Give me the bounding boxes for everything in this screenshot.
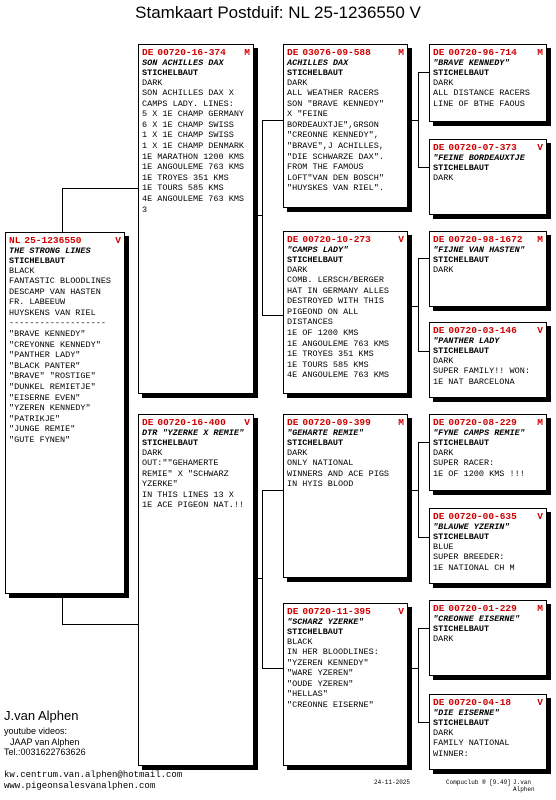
owner-youtube-name: JAAP van Alphen: [10, 737, 80, 747]
pigeon-card-mmf[interactable]: [429, 600, 547, 676]
note-line: REMIE" X "SCHWARZ: [142, 468, 229, 479]
connector-line: [262, 120, 263, 315]
pigeon-name: "FIJNE VAN HASTEN": [433, 245, 525, 255]
connector-line: [254, 578, 263, 579]
note-line: "CREYONNE KENNEDY": [9, 339, 101, 350]
breeder-name: STICHELBAUT: [142, 438, 199, 448]
ring-number: DE 00720-98-1672 M: [433, 234, 543, 245]
note-line: X "FEINE: [287, 109, 328, 120]
connector-line: [418, 442, 429, 443]
note-line: "CREONNE EISERNE": [287, 699, 374, 710]
pigeon-notes: [433, 552, 543, 573]
pigeon-notes: [433, 458, 543, 479]
connector-line: [408, 306, 419, 307]
pigeon-card-mother-mother[interactable]: [283, 603, 408, 766]
ring-number: DE 00720-01-229 M: [433, 603, 543, 614]
note-line: WINNERS AND ACE PIGS: [287, 468, 390, 479]
note-line: 1 X 1E CHAMP DENMARK: [142, 140, 245, 151]
note-line: SON ACHILLES DAX X: [142, 88, 234, 98]
pigeon-color: DARK: [433, 173, 454, 183]
owner-youtube-label: youtube videos:: [4, 726, 68, 736]
note-line: COMB. LERSCH/BERGER: [287, 275, 384, 285]
note-line: WINNER:: [433, 748, 469, 759]
breeder-name: STICHELBAUT: [433, 163, 490, 173]
pigeon-notes: [287, 88, 404, 194]
owner-website[interactable]: www.pigeonsalesvanalphen.com: [4, 781, 156, 791]
connector-line: [408, 668, 419, 669]
pigeon-color: DARK: [433, 448, 454, 458]
pigeon-color: DARK: [287, 265, 308, 275]
note-line: YZERKE": [142, 479, 178, 490]
note-line: SUPER FAMILY!! WON:: [433, 366, 530, 376]
note-line: DISTANCES: [287, 317, 333, 328]
pigeon-name: "BLAUWE YZERIN": [433, 522, 510, 532]
owner-phone: Tel.:0031622763626: [4, 747, 86, 757]
ring-number: DE 03076-09-588 M: [287, 47, 404, 58]
note-line: OUT:""GEHAMERTE: [142, 458, 219, 468]
connector-line: [418, 351, 429, 352]
pigeon-name: THE STRONG LINES: [9, 246, 91, 256]
connector-line: [418, 722, 429, 723]
note-line: PIGEOND ON ALL: [287, 306, 359, 317]
note-line: SON "BRAVE KENNEDY": [287, 98, 384, 109]
note-line: 1E TROYES 351 KMS: [142, 172, 229, 183]
note-line: LOFT"VAN DEN BOSCH": [287, 172, 384, 183]
connector-line: [418, 628, 429, 629]
pigeon-name: "DIE EISERNE": [433, 708, 500, 718]
pigeon-name: "SCHARZ YZERKE": [287, 617, 364, 627]
ring-number: NL 25-1236550 V: [9, 235, 121, 246]
note-line: "HUYSKES VAN RIEL".: [287, 183, 384, 194]
note-line: 1E OF 1200 KMS !!!: [433, 468, 525, 479]
pigeon-color: DARK: [433, 78, 454, 88]
note-line: 1E NAT BARCELONA: [433, 376, 515, 387]
connector-line: [254, 215, 263, 216]
note-line: "GUTE FYNEN": [9, 434, 71, 445]
connector-line: [62, 188, 63, 232]
note-line: "OUDE YZEREN": [287, 678, 354, 689]
breeder-name: STICHELBAUT: [433, 438, 490, 448]
pigeon-card-mff[interactable]: [429, 414, 547, 491]
note-line: ALL WEATHER RACERS: [287, 88, 379, 98]
connector-line: [418, 167, 429, 168]
pigeon-card-mother-father[interactable]: [283, 414, 408, 578]
pigeon-notes: [433, 88, 543, 109]
ring-number: DE 00720-16-374 M: [142, 47, 250, 58]
note-line: 4E ANGOULEME 763 KMS: [142, 193, 245, 204]
pigeon-card-father-mother[interactable]: [283, 231, 408, 394]
note-line: 6 X 1E CHAMP SWISS: [142, 119, 234, 130]
connector-line: [262, 490, 263, 668]
connector-line: [262, 668, 283, 669]
pigeon-notes: [433, 738, 543, 759]
note-line: HAT IN GERMANY ALLES: [287, 285, 390, 296]
note-line: "CREONNE KENNEDY",: [287, 130, 379, 141]
note-line: 1E TROYES 351 KMS: [287, 349, 374, 360]
pigeon-name: DTR "YZERKE X REMIE": [142, 428, 245, 438]
note-line: 5 X 1E CHAMP GERMANY: [142, 109, 245, 120]
note-line: "EISERNE EVEN": [9, 392, 81, 403]
pigeon-name: "BRAVE KENNEDY": [433, 58, 510, 68]
ring-number: DE 00720-04-18 V: [433, 697, 543, 708]
pigeon-card-ffm[interactable]: [429, 139, 547, 215]
pigeon-notes: [433, 366, 543, 387]
note-line: 3: [142, 204, 148, 215]
note-line: "BLACK PANTER": [9, 360, 81, 371]
note-line: "BRAVE",J ACHILLES,: [287, 140, 384, 151]
note-line: 1E ANGOULEME 763 KMS: [142, 162, 245, 173]
pigeon-card-father[interactable]: [138, 44, 254, 394]
note-line: "HELLAS": [287, 689, 328, 700]
pigeon-card-father-father[interactable]: [283, 44, 408, 208]
owner-email[interactable]: kw.centrum.van.alphen@hotmail.com: [4, 770, 183, 780]
connector-line: [262, 490, 283, 491]
pigeon-notes: [142, 88, 250, 215]
pigeon-color: DARK: [433, 265, 454, 275]
note-line: FANTASTIC BLOODLINES: [9, 276, 112, 286]
pigeon-name: "GEHARTE REMIE": [287, 428, 364, 438]
pigeon-name: "CAMPS LADY": [287, 245, 349, 255]
note-line: CAMPS LADY. LINES:: [142, 98, 234, 109]
note-line: HUYSKENS VAN RIEL: [9, 307, 96, 318]
note-line: "PANTHER LADY": [9, 350, 81, 361]
note-line: SUPER RACER:: [433, 458, 495, 468]
pigeon-color: DARK: [433, 634, 454, 644]
note-line: LINE OF BTHE FAOUS: [433, 98, 525, 109]
note-line: FAMILY NATIONAL: [433, 738, 510, 748]
pigeon-notes: [9, 276, 121, 446]
note-line: SUPER BREEDER:: [433, 552, 505, 562]
connector-line: [418, 628, 419, 722]
pigeon-color: BLACK: [287, 637, 313, 647]
ring-number: DE 00720-96-714 M: [433, 47, 543, 58]
note-line: 1E TOURS 585 KMS: [287, 359, 369, 370]
pigeon-name: "PANTHER LADY: [433, 336, 500, 346]
pigeon-notes: [142, 458, 250, 511]
note-line: "JUNGE REMIE": [9, 424, 76, 435]
note-line: IN HER BLOODLINES:: [287, 647, 379, 657]
note-line: FR. LABEEUW: [9, 297, 66, 308]
pigeon-color: DARK: [287, 448, 308, 458]
note-line: 1E ACE PIGEON NAT.!!: [142, 500, 245, 511]
pigeon-card-fff[interactable]: [429, 44, 547, 122]
note-line: "DUNKEL REMIETJE": [9, 381, 96, 392]
connector-line: [418, 72, 429, 73]
ring-number: DE 00720-07-373 V: [433, 142, 543, 153]
pigeon-name: SON ACHILLES DAX: [142, 58, 224, 68]
page-title: Stamkaart Postduif: NL 25-1236550 V: [135, 3, 421, 22]
pigeon-color: DARK: [142, 78, 163, 88]
note-line: "PATRIKJE": [9, 413, 61, 424]
breeder-name: STICHELBAUT: [142, 68, 199, 78]
connector-line: [262, 315, 283, 316]
note-line: "DIE SCHWARZE DAX".: [287, 151, 384, 162]
pigeon-card-mmm[interactable]: [429, 694, 547, 770]
software-name: Compuclub ® [9.49]: [446, 779, 511, 786]
connector-line: [62, 188, 138, 189]
breeder-name: STICHELBAUT: [9, 256, 66, 266]
note-line: -------------------: [9, 318, 106, 329]
pigeon-notes: [287, 275, 404, 381]
note-line: 4E ANGOULEME 763 KMS: [287, 370, 390, 381]
note-line: ALL DISTANCE RACERS: [433, 88, 530, 98]
connector-line: [408, 490, 419, 491]
breeder-name: STICHELBAUT: [433, 532, 490, 542]
note-line: IN HYIS BLOOD: [287, 479, 354, 490]
note-line: "WARE YZEREN": [287, 668, 354, 679]
pigeon-card-mother[interactable]: [138, 414, 254, 766]
pigeon-color: BLUE: [433, 542, 454, 552]
pigeon-notes: [287, 647, 404, 711]
connector-line: [418, 258, 429, 259]
connector-line: [418, 537, 429, 538]
ring-number: DE 00720-09-399 M: [287, 417, 404, 428]
pigeon-color: DARK: [433, 356, 454, 366]
owner-name: J.van Alphen: [4, 708, 79, 723]
breeder-name: STICHELBAUT: [287, 627, 344, 637]
breeder-name: STICHELBAUT: [287, 68, 344, 78]
connector-line: [262, 120, 283, 121]
breeder-name: STICHELBAUT: [433, 718, 490, 728]
note-line: 1 X 1E CHAMP SWISS: [142, 130, 234, 141]
note-line: "YZEREN KENNEDY": [9, 403, 91, 414]
pigeon-name: ACHILLES DAX: [287, 58, 349, 68]
breeder-name: STICHELBAUT: [433, 346, 490, 356]
breeder-name: STICHELBAUT: [287, 438, 344, 448]
note-line: 1E TOURS 585 KMS: [142, 183, 224, 194]
pigeon-name: "FEINE BORDEAUXTJE: [433, 153, 525, 163]
note-line: DESTROYED WITH THIS: [287, 296, 384, 307]
note-line: 1E MARATHON 1200 KMS: [142, 151, 245, 162]
breeder-name: STICHELBAUT: [433, 255, 490, 265]
ring-number: DE 00720-00-635 V: [433, 511, 543, 522]
note-line: ONLY NATIONAL: [287, 458, 354, 468]
pigeon-color: DARK: [142, 448, 163, 458]
pigeon-name: "CREONNE EISERNE": [433, 614, 520, 624]
note-line: "BRAVE KENNEDY": [9, 328, 86, 339]
note-line: FROM THE FAMOUS: [287, 162, 364, 173]
pigeon-name: "FYNE CAMPS REMIE": [433, 428, 525, 438]
ring-number: DE 00720-03-146 V: [433, 325, 543, 336]
breeder-name: STICHELBAUT: [433, 624, 490, 634]
note-line: BORDEAUXTJE",GRSON: [287, 119, 379, 130]
note-line: 1E ANGOULEME 763 KMS: [287, 338, 390, 349]
ring-number: DE 00720-10-273 V: [287, 234, 404, 245]
note-line: "BRAVE" "ROSTIGE": [9, 371, 96, 382]
connector-line: [408, 120, 419, 121]
ring-number: DE 00720-11-395 V: [287, 606, 404, 617]
note-line: 1E OF 1200 KMS: [287, 327, 359, 338]
breeder-name: STICHELBAUT: [433, 68, 490, 78]
author-name: J.van Alphen: [513, 779, 535, 793]
note-line: 1E NATIONAL CH M: [433, 562, 515, 573]
pigeon-card-mfm[interactable]: [429, 508, 547, 584]
breeder-name: STICHELBAUT: [287, 255, 344, 265]
pigeon-notes: [287, 458, 404, 490]
note-line: "YZEREN KENNEDY": [287, 657, 369, 668]
connector-line: [418, 258, 419, 351]
pigeon-color: DARK: [433, 728, 454, 738]
note-line: DESCAMP VAN HASTEN: [9, 286, 101, 297]
note-line: IN THIS LINES 13 X: [142, 489, 234, 500]
pigeon-card-fmf[interactable]: [429, 231, 547, 307]
pigeon-color: DARK: [287, 78, 308, 88]
connector-line: [62, 594, 63, 624]
pigeon-card-subject[interactable]: [5, 232, 125, 594]
ring-number: DE 00720-16-400 V: [142, 417, 250, 428]
connector-line: [62, 624, 138, 625]
ring-number: DE 00720-08-229 M: [433, 417, 543, 428]
print-date: 24-11-2025: [374, 779, 411, 786]
pigeon-card-fmm[interactable]: [429, 322, 547, 398]
pigeon-color: BLACK: [9, 266, 35, 276]
